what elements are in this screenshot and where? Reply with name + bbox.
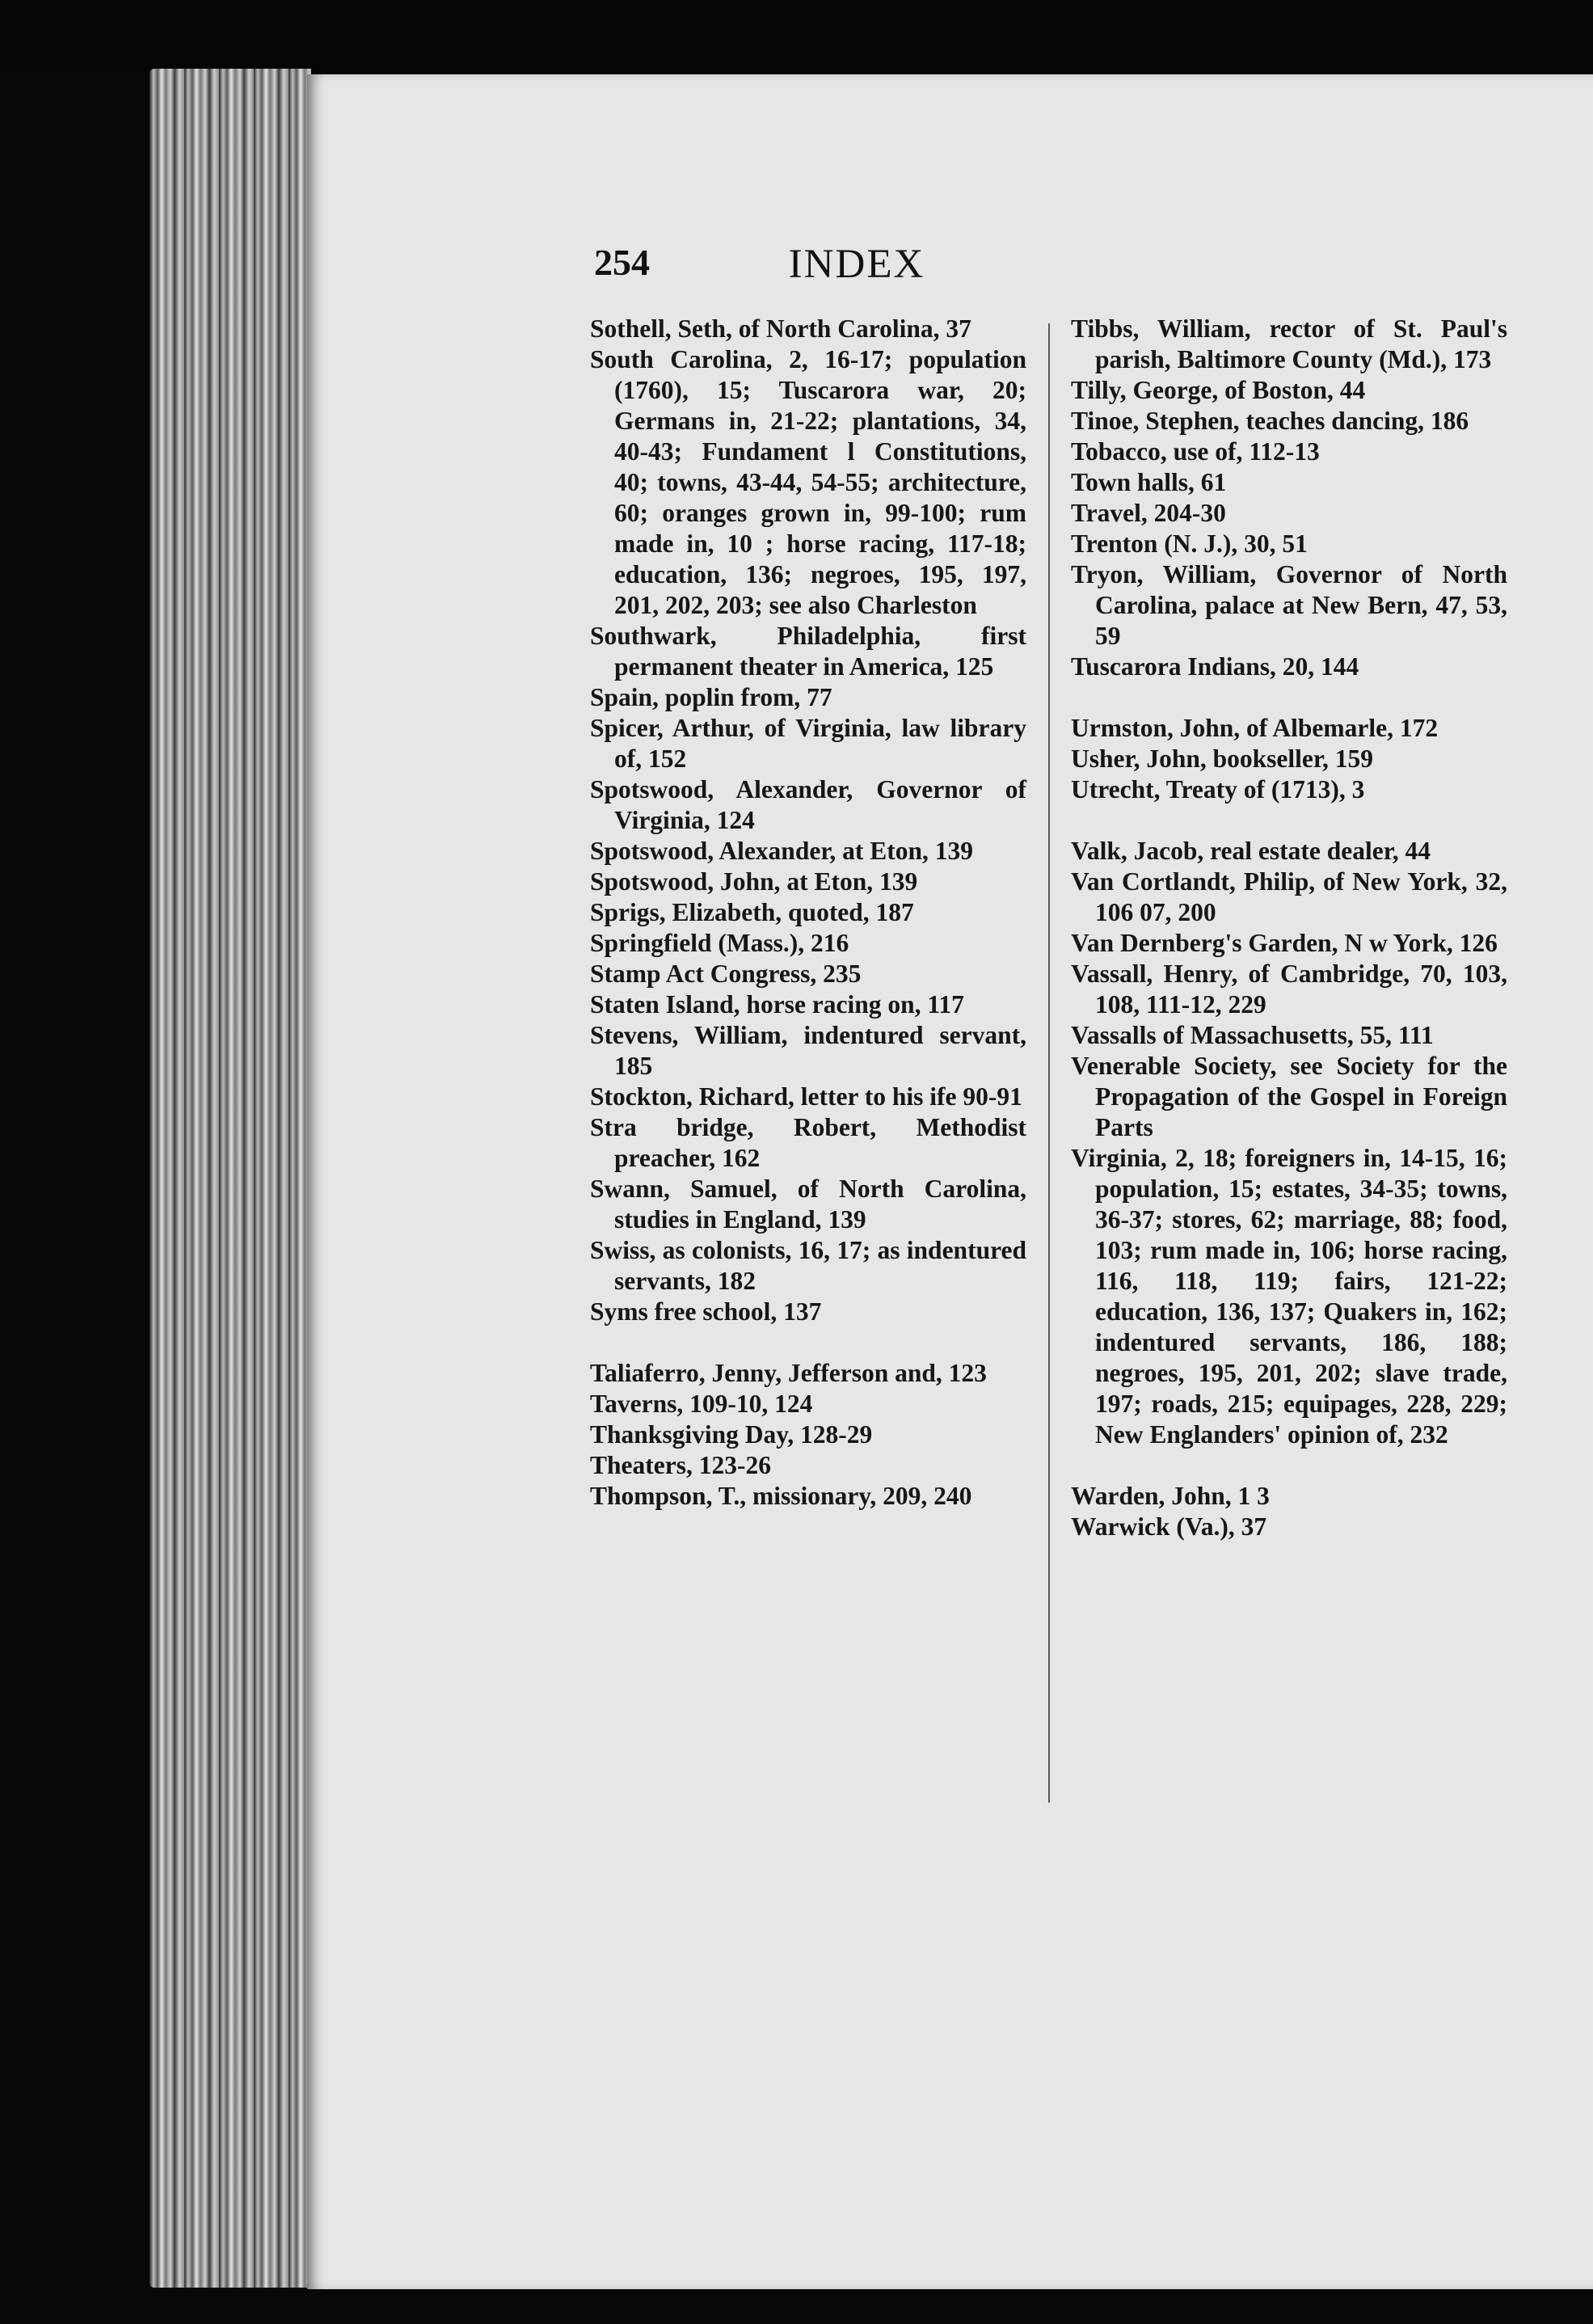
letter-group-gap: [1071, 1450, 1507, 1481]
index-entry: Spain, poplin from, 77: [590, 683, 832, 711]
index-entry: Spotswood, John, at Eton, 139: [590, 867, 918, 896]
index-entry: Spotswood, Alexander, at Eton, 139: [590, 837, 974, 865]
index-entry: Usher, John, bookseller, 159: [1071, 744, 1373, 773]
running-title: INDEX: [788, 242, 925, 287]
letter-group-gap: [1071, 682, 1507, 713]
index-entry: Spicer, Arthur, of Virginia, law library of, 152: [590, 714, 1026, 773]
index-entry: Syms free school, 137: [590, 1297, 822, 1326]
index-entry: Van Cortlandt, Philip, of New York, 32, 106 07, 200: [1071, 867, 1507, 926]
index-entry: Trenton (N. J.), 30, 51: [1071, 529, 1308, 558]
index-entry: Spotswood, Alexander, Governor of Virginia, 124: [590, 775, 1026, 834]
index-entry: Theaters, 123-26: [590, 1451, 771, 1479]
index-entry: Thanksgiving Day, 128-29: [590, 1420, 873, 1449]
page-number: 254: [594, 242, 650, 283]
letter-group-gap: [590, 1327, 1026, 1358]
index-entry: Travel, 204-30: [1071, 499, 1226, 527]
index-entry: Vassalls of Massachusetts, 55, 111: [1071, 1021, 1434, 1049]
index-entry: Springfield (Mass.), 216: [590, 929, 849, 957]
book-spine: [150, 69, 311, 2288]
index-column-right: [1071, 314, 1507, 1542]
index-entry: Thompson, T., missionary, 209, 240: [590, 1482, 972, 1510]
index-entry: Vassall, Henry, of Cambridge, 70, 103, 108, 111-12, 229: [1071, 960, 1507, 1019]
index-entry: Sprigs, Elizabeth, quoted, 187: [590, 898, 914, 926]
index-entry: Town halls, 61: [1071, 468, 1227, 496]
index-entry: Warden, John, 1 3: [1071, 1482, 1270, 1510]
index-entry: Sothell, Seth, of North Carolina, 37: [590, 314, 971, 343]
index-entry: Warwick (Va.), 37: [1071, 1512, 1267, 1541]
index-entry: Stamp Act Congress, 235: [590, 960, 862, 988]
scan-border: [0, 0, 1593, 73]
index-entry: Swiss, as colonists, 16, 17; as indentured servants, 182: [590, 1236, 1026, 1295]
index-entry: Van Dernberg's Garden, N w York, 126: [1071, 929, 1498, 957]
index-entry: Utrecht, Treaty of (1713), 3: [1071, 775, 1365, 803]
index-entry: Southwark, Philadelphia, first permanent theater in America, 125: [590, 622, 1026, 681]
index-entry: South Carolina, 2, 16-17; population (1760), 15; Tuscarora war, 20; Germans in, 21-22; plantations, 34, 40-43; Fundament l Constitutions, 40; towns, 43-44, 54-55; architecture, 60; oranges grown in, 99-100; rum made in, 10 ; horse racing, 117-18; education, 136; negroes, 195, 197, 201, 202, 203; see also Charleston: [590, 345, 1026, 619]
index-entry: Virginia, 2, 18; foreigners in, 14-15, 16; population, 15; estates, 34-35; towns, 36-37; stores, 62; marriage, 88; food, 103; rum made in, 106; horse racing, 116, 118, 119; fairs, 121-22; education, 136, 137; Quakers in, 162; indentured servants, 186, 188; negroes, 195, 201, 202; slave trade, 197; roads, 215; equipages, 228, 229; New Englanders' opinion of, 232: [1071, 1144, 1507, 1449]
index-entry: Taverns, 109-10, 124: [590, 1390, 813, 1418]
index-entry: Valk, Jacob, real estate dealer, 44: [1071, 837, 1431, 865]
index-entry: Tilly, George, of Boston, 44: [1071, 376, 1366, 404]
index-entry: Tuscarora Indians, 20, 144: [1071, 652, 1359, 681]
index-entry: Tryon, William, Governor of North Carolina, palace at New Bern, 47, 53, 59: [1071, 560, 1507, 650]
letter-group-gap: [1071, 805, 1507, 836]
index-entry: Venerable Society, see Society for the Propagation of the Gospel in Foreign Parts: [1071, 1052, 1507, 1141]
index-entry: Urmston, John, of Albemarle, 172: [1071, 714, 1439, 742]
index-entry: Taliaferro, Jenny, Jefferson and, 123: [590, 1359, 987, 1387]
index-entry: Stockton, Richard, letter to his ife 90-91: [590, 1082, 1022, 1111]
index-entry: Staten Island, horse racing on, 117: [590, 990, 964, 1019]
index-entry: Swann, Samuel, of North Carolina, studies in England, 139: [590, 1175, 1026, 1234]
index-column-left: [590, 314, 1026, 1512]
index-entry: Tinoe, Stephen, teaches dancing, 186: [1071, 407, 1469, 435]
index-entry: Tobacco, use of, 112-13: [1071, 437, 1320, 466]
column-divider: [1048, 323, 1050, 1803]
index-entry: Stra bridge, Robert, Methodist preacher, 162: [590, 1113, 1026, 1172]
index-entry: Tibbs, William, rector of St. Paul's parish, Baltimore County (Md.), 173: [1071, 314, 1507, 373]
index-entry: Stevens, William, indentured servant, 185: [590, 1021, 1026, 1080]
page-header: [594, 241, 1119, 293]
